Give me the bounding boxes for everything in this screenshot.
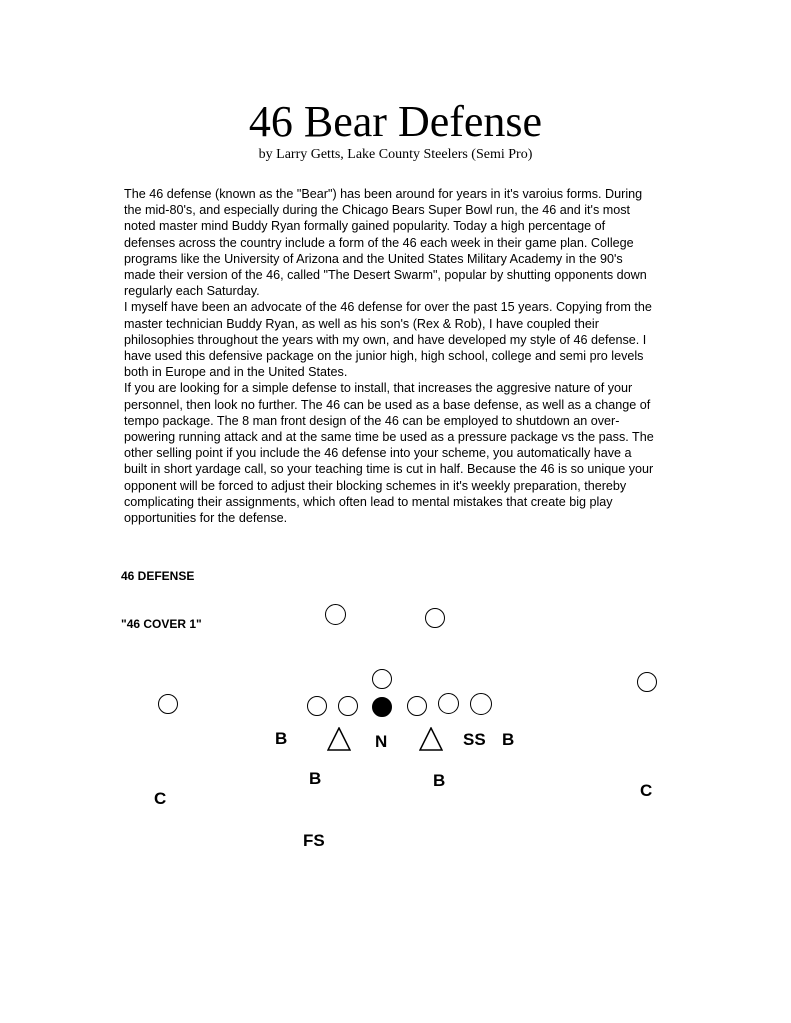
diagram-heading: 46 DEFENSE [121,569,195,583]
position-c-left: C [154,789,167,808]
defensive-tackle-left-icon [327,727,351,751]
paragraph: If you are looking for a simple defense to install, that increases the aggresive nature of your personnel, then look no further. The 46 can be used as a base defense, as well as a change of tempo package. The 8 man front design of the 46 can be employed to shutdown an over-powering running attack and at the same time be used as a pressure package vs the pass. The other selling point if you include the 46 defense into your scheme, you automatically have a built in short yardage call, so your teaching time is cut in half. Because the 46 is so unique your opponent will be forced to adjust their blocking schemes in it's weekly preparation, thereby complicating their assignments, which often lead to mental mistakes that create big play opportunities for the defense. [124,381,654,526]
lineman-circle [307,696,327,716]
formation-label: "46 COVER 1" [121,617,202,631]
center-filled-circle [372,697,392,717]
position-b-linebacker-right: B [433,771,446,790]
position-nose: N [375,732,388,751]
position-b-right: B [502,730,515,749]
tight-end-circle [470,693,492,715]
back-left-circle [325,604,346,625]
position-c-right: C [640,781,653,800]
lineman-circle [438,693,459,714]
position-b-linebacker-left: B [309,769,322,788]
defensive-tackle-right-icon [419,727,443,751]
page-title: 46 Bear Defense [248,97,543,146]
receiver-right-circle [637,672,657,692]
position-b-left: B [275,729,288,748]
byline: by Larry Getts, Lake County Steelers (Semi Pro) [258,147,533,162]
paragraph: The 46 defense (known as the "Bear") has been around for years in it's varoius forms. During the mid-80's, and especially during the Chicago Bears Super Bowl run, the 46 and it's most noted master mind Buddy Ryan formally gained popularity. Today a high percentage of defenses across the country include a form of the 46 each week in their game plan. College programs like the University of Arizona and the United States Military Academy in the 90's made their version of the 46, called "The Desert Swarm", popular by shutting opponents down regularly each Saturday. [124,187,647,299]
lineman-circle [338,696,358,716]
back-right-circle [425,608,445,628]
lineman-circle [407,696,427,716]
position-ss: SS [463,730,486,749]
receiver-left-circle [158,694,178,714]
body-text [124,186,654,526]
quarterback-circle [372,669,392,689]
position-fs: FS [303,831,325,850]
paragraph: I myself have been an advocate of the 46 defense for over the past 15 years. Copying from the master technician Buddy Ryan, as well as his son's (Rex & Rob), I have coupled their philosophies throughout the years with my own, and have developed my style of 46 defense. I have used this defensive package on the junior high, high school, college and semi pro levels both in Europe and in the United States. [124,300,652,380]
